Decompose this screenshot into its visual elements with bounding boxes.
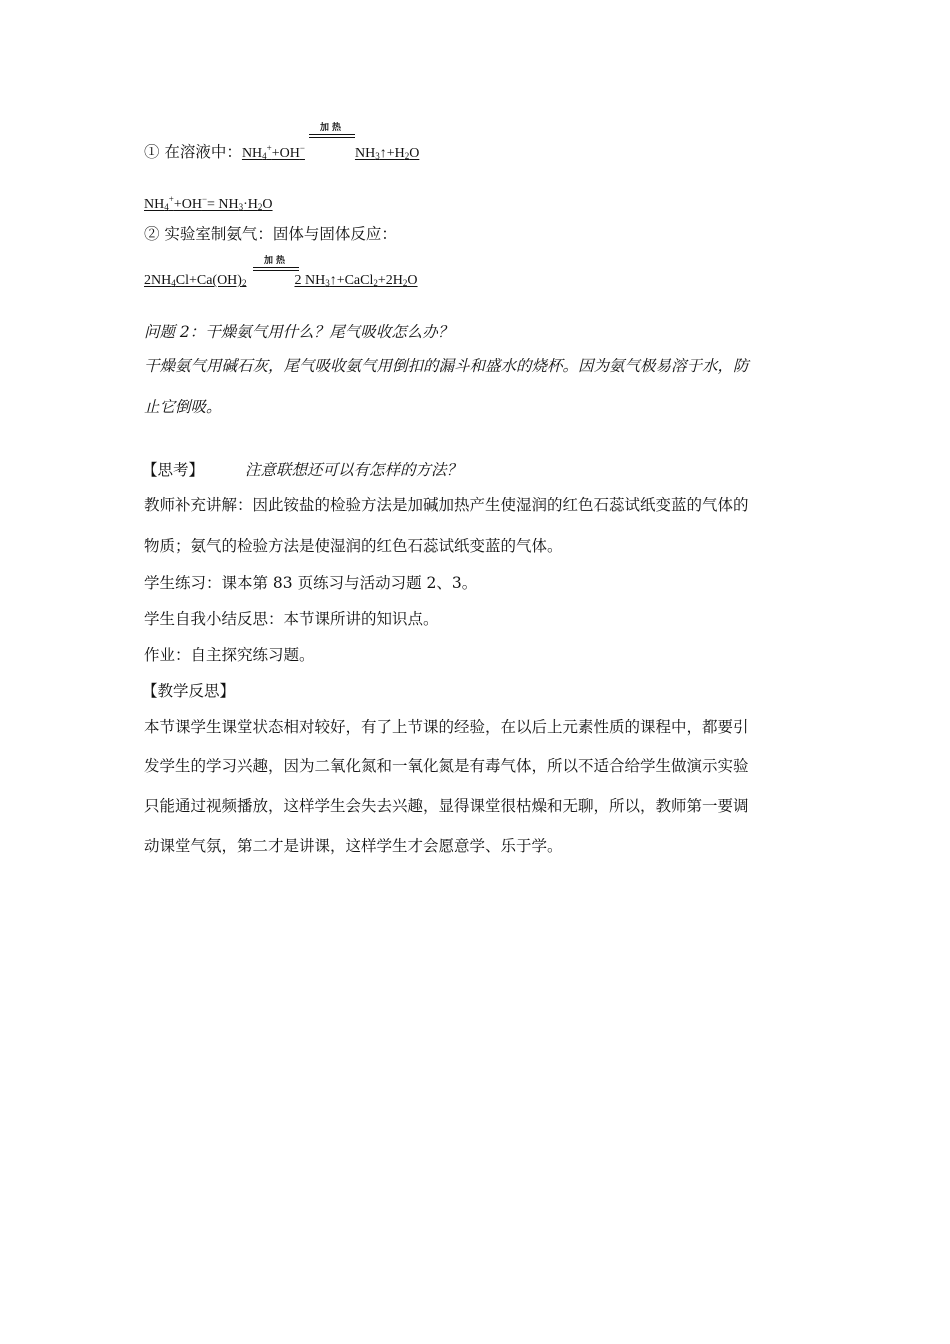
question-2: 问题 2：干燥氨气用什么？尾气吸收怎么办？ (144, 323, 454, 341)
reflection-line-4: 动课堂气氛，第二才是讲课，这样学生才会愿意学、乐于学。 (144, 837, 563, 855)
reaction-lab-rhs: 2 $NH_3↑+CaCl_2+2H_2O$ (294, 273, 418, 288)
student-reflection: 学生自我小结反思：本节课所讲的知识点。 (144, 610, 439, 628)
reflection-tag: 【教学反思】 (142, 682, 236, 700)
reflection-line-1: 本节课学生课堂状态相对较好，有了上节课的经验，在以后上元素性质的课程中，都要引 (144, 718, 749, 736)
reaction-1-equal-bottom (309, 137, 355, 138)
reaction-lab-equal-top (253, 267, 299, 268)
teacher-explanation-line-1: 教师补充讲解：因此铵盐的检验方法是加碱加热产生使湿润的红色石蕊试纸变蓝的气体的 (144, 496, 749, 514)
reaction-1 (144, 138, 419, 166)
reflection-line-2: 发学生的学习兴趣，因为二氧化氮和一氧化氮是有毒气体，所以不适合给学生做演示实验 (144, 757, 749, 775)
reaction-1-rhs: $NH_3↑+H_2O$ (354, 146, 420, 161)
student-practice: 学生练习：课本第 83 页练习与活动习题 2、3。 (144, 574, 478, 592)
reflection-line-3: 只能通过视频播放，这样学生会失去兴趣，显得课堂很枯燥和无聊，所以，教师第一要调 (144, 797, 749, 815)
think-text: 注意联想还可以有怎样的方法？ (245, 461, 463, 479)
lab-preparation-heading: ② 实验室制氨气：固体与固体反应： (144, 225, 397, 243)
reaction-lab-condition: 加热 (263, 256, 288, 266)
answer-2-line-2: 止它倒吸。 (144, 398, 222, 416)
teacher-explanation-line-2: 物质；氨气的检验方法是使湿润的红色石蕊试纸变蓝的气体。 (144, 537, 563, 555)
reaction-2: $NH_4^++OH^-= NH_3\cdot H_2O$ (144, 194, 273, 212)
reaction-1-equal-top (309, 134, 355, 135)
answer-2-line-1: 干燥氨气用碱石灰，尾气吸收氨气用倒扣的漏斗和盛水的烧杯。因为氨气极易溶于水，防 (144, 357, 749, 375)
think-tag: 【思考】 (142, 461, 205, 479)
reaction-1-lhs: $NH_4^++OH^-$ (241, 143, 305, 161)
reaction-lab-equal-bottom (253, 270, 299, 271)
homework: 作业：自主探究练习题。 (144, 646, 315, 664)
reaction-1-condition: 加热 (319, 123, 344, 133)
reaction-1-label: ① 在溶液中： (144, 143, 242, 161)
reaction-lab (144, 271, 418, 293)
reaction-lab-lhs: $2NH_4Cl+Ca(OH)_2$ (144, 273, 247, 288)
